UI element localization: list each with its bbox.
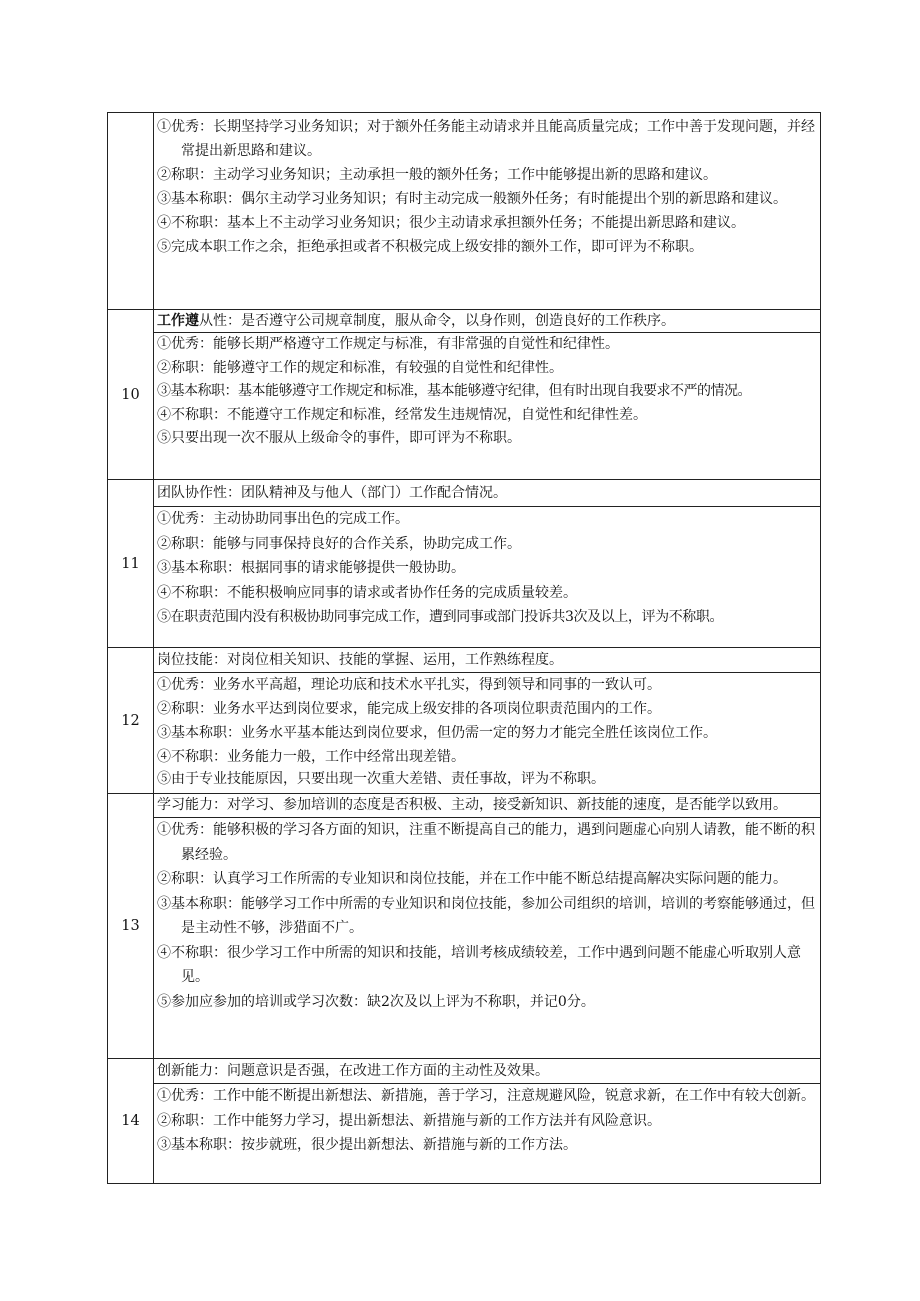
- row-number: 13: [108, 794, 154, 1059]
- criteria-line: ⑤参加应参加的培训或学习次数：缺2次及以上评为不称职，并记0分。: [157, 993, 595, 1010]
- criteria-line: ④不称职：不能积极响应同事的请求或者协作任务的完成质量较差。: [157, 584, 577, 601]
- criteria-line: ③基本称职：偶尔主动学习业务知识；有时主动完成一般额外任务；有时能提出个别的新思路和建议。: [157, 191, 787, 207]
- criteria-header: 团队协作性：团队精神及与他人（部门）工作配合情况。: [154, 480, 820, 507]
- criteria-line: ④不称职：业务能力一般，工作中经常出现差错。: [157, 749, 465, 765]
- evaluation-table: [107, 112, 821, 1184]
- criteria-header: 创新能力：问题意识是否强，在改进工作方面的主动性及效果。: [154, 1059, 820, 1084]
- row-number: 11: [108, 480, 154, 648]
- table-row: [108, 1059, 821, 1184]
- criteria-header: [154, 310, 820, 333]
- row-number: 14: [108, 1059, 154, 1184]
- header-prefix: 工作遵: [157, 313, 199, 329]
- table-row: [108, 794, 821, 1059]
- criteria-cell: [154, 1059, 821, 1184]
- criteria-line: ②称职：主动学习业务知识；主动承担一般的额外任务；工作中能够提出新的思路和建议。: [157, 167, 717, 183]
- row-number: 10: [108, 310, 154, 480]
- criteria-line: ①优秀：能够积极的学习各方面的知识，注重不断提高自己的能力，遇到问题虚心向别人请教，能不断的积累经验。: [157, 822, 815, 863]
- table-row: [108, 113, 821, 310]
- criteria-line: ①优秀：长期坚持学习业务知识；对于额外任务能主动请求并且能高质量完成；工作中善于发现问题，并经常提出新思路和建议。: [157, 119, 815, 159]
- criteria-line: ②称职：能够与同事保持良好的合作关系，协助完成工作。: [157, 535, 521, 552]
- criteria-line: ⑤完成本职工作之余，拒绝承担或者不积极完成上级安排的额外工作，即可评为不称职。: [157, 239, 703, 255]
- criteria-line: ①优秀：工作中能不断提出新想法、新措施，善于学习，注意规避风险，锐意求新，在工作中有较大创新。: [157, 1088, 815, 1104]
- criteria-line: ②称职：工作中能努力学习，提出新想法、新措施与新的工作方法并有风险意识。: [157, 1112, 661, 1129]
- row-number: [108, 113, 154, 310]
- table-row: [108, 310, 821, 480]
- criteria-cell: [154, 310, 821, 480]
- criteria-cell: [154, 113, 821, 310]
- criteria-line: ③基本称职：基本能够遵守工作规定和标准，基本能够遵守纪律，但有时出现自我要求不严的情况。: [157, 383, 751, 399]
- criteria-line: ③基本称职：按步就班，很少提出新想法、新措施与新的工作方法。: [157, 1137, 577, 1153]
- row-number: 12: [108, 648, 154, 794]
- criteria-cell: [154, 480, 821, 648]
- criteria-line: ①优秀：业务水平高超，理论功底和技术水平扎实，得到领导和同事的一致认可。: [157, 677, 661, 693]
- criteria-line: ②称职：能够遵守工作的规定和标准，有较强的自觉性和纪律性。: [157, 359, 563, 376]
- criteria-line: ③基本称职：根据同事的请求能够提供一般协助。: [157, 560, 465, 576]
- table-row: [108, 648, 821, 794]
- criteria-line: ②称职：认真学习工作所需的专业知识和岗位技能，并在工作中能不断总结提高解决实际问题的能力。: [157, 871, 787, 887]
- criteria-line: ⑤由于专业技能原因，只要出现一次重大差错、责任事故，评为不称职。: [157, 771, 605, 787]
- criteria-line: ④不称职：不能遵守工作规定和标准，经常发生违规情况，自觉性和纪律性差。: [157, 406, 647, 423]
- criteria-line: ④不称职：基本上不主动学习业务知识；很少主动请求承担额外任务；不能提出新思路和建议。: [157, 215, 745, 231]
- criteria-line: ④不称职：很少学习工作中所需的知识和技能，培训考核成绩较差，工作中遇到问题不能虚心听取别人意见。: [157, 944, 801, 985]
- criteria-header: 岗位技能：对岗位相关知识、技能的掌握、运用，工作熟练程度。: [154, 648, 820, 673]
- criteria-line: ③基本称职：业务水平基本能达到岗位要求，但仍需一定的努力才能完全胜任该岗位工作。: [157, 725, 717, 741]
- criteria-cell: [154, 794, 821, 1059]
- criteria-line: ①优秀：主动协助同事出色的完成工作。: [157, 511, 409, 527]
- criteria-cell: [154, 648, 821, 794]
- header-text: 从性：是否遵守公司规章制度，服从命令，以身作则，创造良好的工作秩序。: [199, 313, 675, 329]
- criteria-line: ①优秀：能够长期严格遵守工作规定与标准，有非常强的自觉性和纪律性。: [157, 336, 619, 352]
- criteria-header: 学习能力：对学习、参加培训的态度是否积极、主动，接受新知识、新技能的速度，是否能学以致用。: [154, 794, 820, 818]
- criteria-line: ②称职：业务水平达到岗位要求，能完成上级安排的各项岗位职责范围内的工作。: [157, 701, 661, 717]
- criteria-line: ⑤在职责范围内没有积极协助同事完成工作，遭到同事或部门投诉共3次及以上，评为不称职。: [157, 609, 724, 625]
- criteria-line: ⑤只要出现一次不服从上级命令的事件，即可评为不称职。: [157, 430, 521, 446]
- criteria-line: ③基本称职：能够学习工作中所需的专业知识和岗位技能，参加公司组织的培训，培训的考察能够通过，但是主动性不够，涉猎面不广。: [157, 895, 815, 936]
- table-row: [108, 480, 821, 648]
